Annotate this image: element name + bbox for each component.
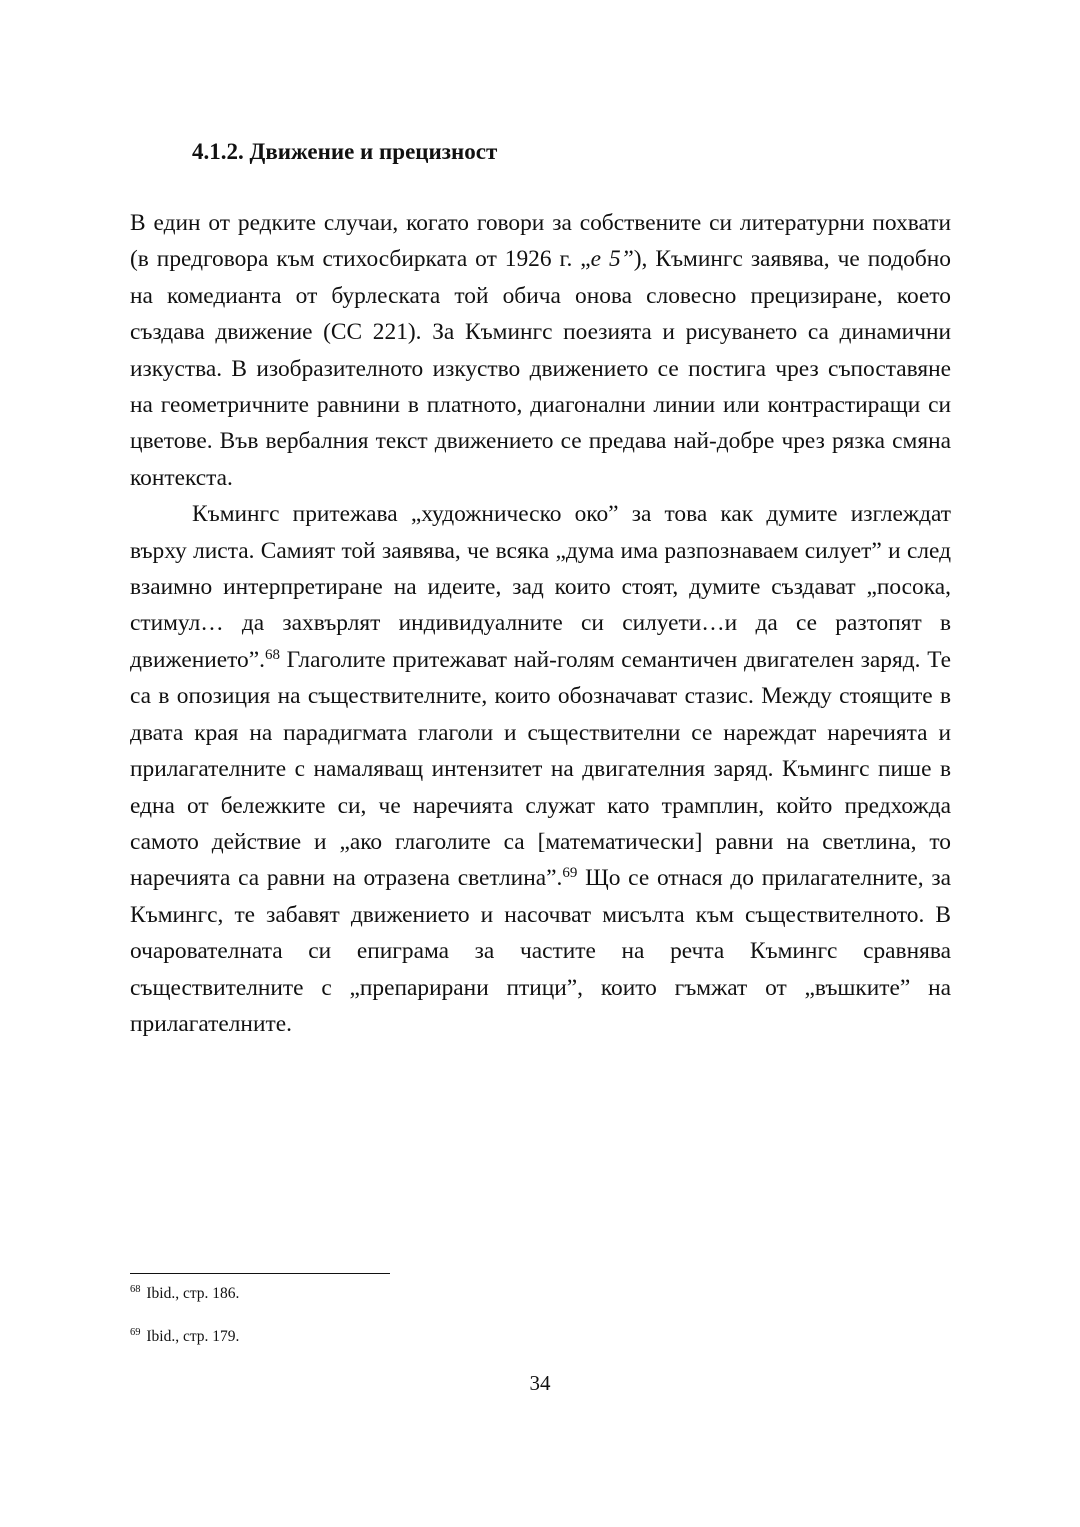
paragraph-1-text-b: ), Къмингс заявява, че подобно на комедианта от бурлеската той обича онова словесно прецизиране, което създава движение (CC 221). За Къмингс поезията и рисуването са динамични изкуства. В изобразителното изкуство движението се постига чрез съпоставяне на геометричните равнини в платното, диагонални линии или контрастиращи си цветове. Във вербалния текст движението се предава най-добре чрез рязка смяна контекста. — [130, 246, 951, 491]
footnote-number: 69 — [130, 1327, 141, 1339]
footnote-text: Ibid., стр. 179. — [146, 1328, 240, 1345]
footnote-ref-68: 68 — [264, 646, 280, 663]
paragraph-1-text-a: В един от редките случаи, когато говори за собствените си литературни похвати (в предговора към стихосбирката от 1926 г. „ — [130, 210, 951, 273]
footnote-ref-69: 69 — [562, 865, 578, 882]
footnote-69 — [130, 1327, 239, 1347]
paragraph-2-text-c: Що се отнася до прилагателните, за Къмингс, те забавят движението и насочват мисълта към съществителното. В очарователната си епиграма за частите на речта Къмингс сравнява съществителните с „препарирани птици”, които гъмжат от „въшките” на прилагателните. — [130, 865, 952, 1037]
footnote-text: Ibid., стр. 186. — [146, 1285, 240, 1302]
footnote-divider — [130, 1273, 390, 1274]
book-title-italic: е 5” — [590, 246, 634, 273]
paragraph-2-text-a: Къмингс притежава „художническо око” за това как думите изглеждат върху листа. Самият той заявява, че всяка „дума има разпознаваем силует” и след взаимно интерпретиране на идеите, зад които стоят, думите създават „посока, стимул… да захвърлят индивидуалните си силуети…и да се разтопят в движението”. — [130, 501, 951, 673]
footnote-68 — [130, 1284, 239, 1304]
section-heading: 4.1.2. Движение и прецизност — [192, 139, 498, 164]
paragraph-2 — [130, 496, 951, 1042]
paragraph-1 — [130, 205, 951, 496]
body-text — [130, 205, 951, 1042]
paragraph-2-text-b: Глаголите притежават най-голям семантичен двигателен заряд. Те са в опозиция на съществителните, които обозначават стазис. Между стоящите в двата края на парадигмата глаголи и съществителни се нареждат наречията и прилагателните с намаляващ интензитет на двигателния заряд. Къмингс пише в една от бележките си, че наречията служат като трамплин, който предхожда самото действие и „ако глаголите са [математически] равни на светлина, то наречията са равни на отразена светлина”. — [130, 646, 951, 892]
footnote-number: 68 — [130, 1284, 141, 1296]
page-number: 34 — [529, 1371, 551, 1395]
